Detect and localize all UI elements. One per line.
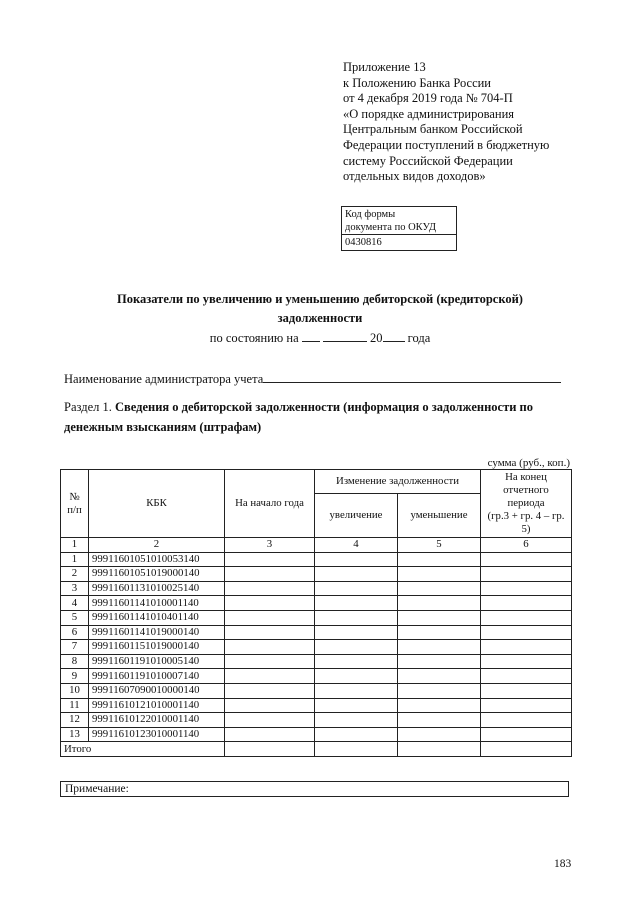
column-index: 6 (481, 538, 572, 553)
okud-code-box (341, 206, 457, 251)
row-number: 6 (61, 625, 89, 640)
row-start (225, 713, 315, 728)
row-kbk: 99911610121010001140 (89, 698, 225, 713)
row-start (225, 552, 315, 567)
day-blank (302, 331, 320, 342)
row-end (481, 610, 572, 625)
row-end (481, 552, 572, 567)
row-number: 10 (61, 683, 89, 698)
row-start (225, 625, 315, 640)
row-kbk: 99911601051019000140 (89, 567, 225, 582)
row-number: 2 (61, 567, 89, 582)
row-increase (315, 727, 398, 742)
header-end-title: На конец отчетного периода (503, 471, 549, 509)
column-index: 1 (61, 538, 89, 553)
row-end (481, 683, 572, 698)
row-increase (315, 713, 398, 728)
okud-label-line1: Код формы (345, 209, 396, 220)
appendix-line: систему Российской Федерации (343, 153, 513, 168)
header-num: № п/п (61, 470, 89, 538)
row-number: 4 (61, 596, 89, 611)
row-end (481, 669, 572, 684)
as-of-prefix: по состоянию на (209, 331, 299, 345)
row-number: 9 (61, 669, 89, 684)
header-end (481, 470, 572, 538)
table-row (61, 552, 572, 567)
units-label: сумма (руб., коп.) (487, 457, 570, 469)
row-end (481, 698, 572, 713)
section-title-line1 (64, 400, 533, 415)
row-kbk: 99911610122010001140 (89, 713, 225, 728)
row-kbk: 99911610123010001140 (89, 727, 225, 742)
row-kbk: 99911601191010007140 (89, 669, 225, 684)
row-end (481, 654, 572, 669)
column-index-row (61, 538, 572, 553)
table-row (61, 669, 572, 684)
appendix-line: к Положению Банка России (343, 75, 491, 90)
row-kbk: 99911601141010401140 (89, 610, 225, 625)
admin-label: Наименование администратора учета (64, 372, 264, 386)
as-of-year: 20 (370, 331, 383, 345)
appendix-line: Приложение 13 (343, 60, 426, 74)
receivables-table (60, 469, 572, 757)
row-end (481, 567, 572, 582)
row-increase (315, 596, 398, 611)
row-number: 5 (61, 610, 89, 625)
row-kbk: 99911607090010000140 (89, 683, 225, 698)
table-row (61, 610, 572, 625)
admin-name-row (64, 370, 561, 387)
as-of-suffix: года (407, 331, 431, 345)
row-decrease (398, 698, 481, 713)
row-number: 3 (61, 581, 89, 596)
row-kbk: 99911601051010053140 (89, 552, 225, 567)
okud-code: 0430816 (342, 234, 456, 250)
section-prefix: Раздел 1. (64, 400, 112, 414)
note-box (60, 781, 569, 797)
row-kbk: 99911601191010005140 (89, 654, 225, 669)
row-number: 13 (61, 727, 89, 742)
year-blank (383, 331, 405, 342)
row-decrease (398, 596, 481, 611)
row-start (225, 727, 315, 742)
row-end (481, 581, 572, 596)
row-decrease (398, 683, 481, 698)
row-increase (315, 610, 398, 625)
row-increase (315, 640, 398, 655)
page-title-line2: задолженности (277, 311, 363, 325)
row-kbk: 99911601131010025140 (89, 581, 225, 596)
header-change: Изменение задолженности (315, 470, 481, 494)
total-decrease (398, 742, 481, 757)
row-decrease (398, 669, 481, 684)
row-decrease (398, 727, 481, 742)
appendix-line: Центральным банком Российской (343, 122, 523, 137)
row-kbk: 99911601141010001140 (89, 596, 225, 611)
section-title-line2 (64, 420, 261, 435)
row-kbk: 99911601151019000140 (89, 640, 225, 655)
row-number: 7 (61, 640, 89, 655)
row-increase (315, 698, 398, 713)
table-row (61, 654, 572, 669)
month-blank (323, 331, 367, 342)
row-start (225, 683, 315, 698)
table-row (61, 581, 572, 596)
row-increase (315, 625, 398, 640)
row-start (225, 640, 315, 655)
row-decrease (398, 625, 481, 640)
header-kbk: КБК (89, 470, 225, 538)
row-increase (315, 683, 398, 698)
table-row (61, 727, 572, 742)
row-start (225, 654, 315, 669)
row-increase (315, 552, 398, 567)
table-row (61, 713, 572, 728)
row-number: 8 (61, 654, 89, 669)
table-row (61, 567, 572, 582)
header-end-formula: (гр.3 + гр. 4 – гр. 5) (487, 510, 565, 535)
row-start (225, 669, 315, 684)
row-start (225, 610, 315, 625)
row-end (481, 713, 572, 728)
row-increase (315, 567, 398, 582)
row-decrease (398, 654, 481, 669)
row-start (225, 698, 315, 713)
total-increase (315, 742, 398, 757)
row-start (225, 581, 315, 596)
section-title-cont: денежным взысканиям (штрафам) (64, 420, 262, 434)
row-decrease (398, 552, 481, 567)
table-row (61, 640, 572, 655)
total-row (61, 742, 572, 757)
table-row (61, 596, 572, 611)
row-increase (315, 581, 398, 596)
appendix-line: от 4 декабря 2019 года № 704-П (343, 91, 513, 106)
column-index: 2 (89, 538, 225, 553)
row-end (481, 625, 572, 640)
row-increase (315, 669, 398, 684)
header-increase: увеличение (315, 494, 398, 538)
appendix-line: Федерации поступлений в бюджетную (343, 137, 550, 152)
row-number: 1 (61, 552, 89, 567)
row-increase (315, 654, 398, 669)
row-end (481, 727, 572, 742)
row-end (481, 640, 572, 655)
table-row (61, 625, 572, 640)
row-decrease (398, 610, 481, 625)
row-start (225, 596, 315, 611)
appendix-line: отдельных видов доходов» (343, 169, 486, 184)
appendix-line: «О порядке администрирования (343, 106, 515, 121)
page-number: 183 (554, 858, 572, 870)
okud-label-line2: документа по ОКУД (345, 222, 436, 233)
column-index: 4 (315, 538, 398, 553)
column-index: 3 (225, 538, 315, 553)
table-row (61, 698, 572, 713)
section-title: Сведения о дебиторской задолженности (информация о задолженности по (114, 400, 533, 414)
row-decrease (398, 581, 481, 596)
header-start: На начало года (225, 470, 315, 538)
note-label: Примечание: (65, 783, 129, 795)
total-end (481, 742, 572, 757)
row-number: 11 (61, 698, 89, 713)
total-label: Итого (61, 742, 225, 757)
appendix-block (343, 60, 549, 185)
column-index: 5 (398, 538, 481, 553)
page-title-line1: Показатели по увеличению и уменьшению дебиторской (кредиторской) (117, 292, 523, 306)
total-start (225, 742, 315, 757)
table-row (61, 683, 572, 698)
row-end (481, 596, 572, 611)
admin-name-line (263, 370, 561, 383)
as-of-date (60, 331, 580, 346)
row-number: 12 (61, 713, 89, 728)
row-decrease (398, 567, 481, 582)
row-start (225, 567, 315, 582)
header-decrease: уменьшение (398, 494, 481, 538)
row-decrease (398, 713, 481, 728)
row-kbk: 99911601141019000140 (89, 625, 225, 640)
row-decrease (398, 640, 481, 655)
